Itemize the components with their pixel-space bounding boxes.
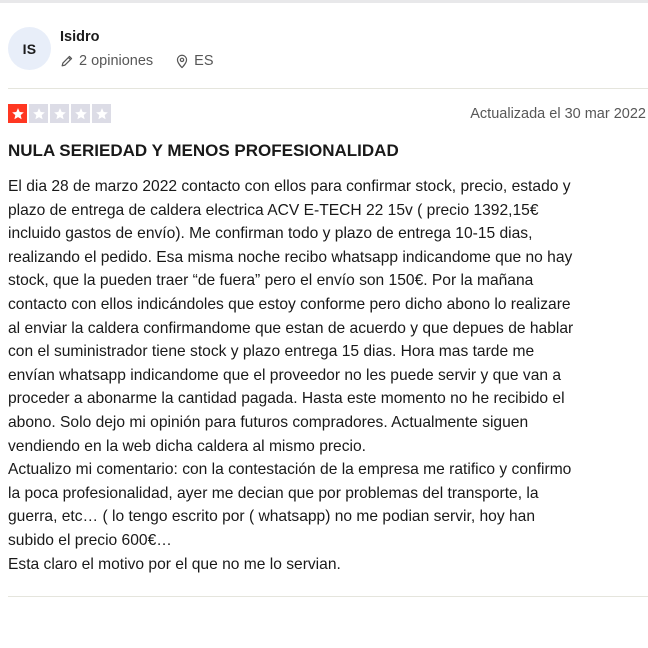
reviewer-country <box>175 53 213 69</box>
review-text-line: subido el precio 600€… <box>8 531 172 549</box>
country-label: ES <box>194 53 214 69</box>
review-date: Actualizada el 30 mar 2022 <box>470 106 646 122</box>
reviewer-meta <box>60 53 214 69</box>
review-text-line: vendiendo en la web dicha caldera al mismo precio. <box>8 437 366 455</box>
star-rating <box>8 104 113 123</box>
star-filled <box>8 104 27 123</box>
review-body <box>8 175 644 576</box>
review-text-line: plazo de entrega de caldera electrica ACV E-TECH 22 15v ( precio 1392,15€ <box>8 201 539 219</box>
review-text-line: la poca profesionalidad, ayer me decian que por problemas del transporte, la <box>8 484 539 502</box>
star-icon <box>74 107 88 121</box>
star-empty <box>71 104 90 123</box>
review-text-line: incluido gastos de envío). Me confirman todo y plazo de entrega 10-15 dias, <box>8 225 533 243</box>
star-icon <box>32 107 46 121</box>
review-text-line: stock, que la pueden traer “de fuera” pero el envío son 150€. Por la mañana <box>8 272 534 290</box>
star-empty <box>50 104 69 123</box>
header-divider <box>8 88 648 89</box>
reviewer-name[interactable]: Isidro <box>60 29 100 45</box>
top-border <box>0 0 648 3</box>
review-title[interactable]: NULA SERIEDAD Y MENOS PROFESIONALIDAD <box>8 141 399 160</box>
review-text-line: abono. Solo dejo mi opinión para futuros compradores. Actualmente siguen <box>8 413 529 431</box>
review-text-line: Actualizo mi comentario: con la contestación de la empresa me ratifico y confirmo <box>8 461 572 479</box>
reviews-count <box>60 53 153 69</box>
star-icon <box>11 107 25 121</box>
pencil-icon <box>60 54 74 68</box>
footer-divider <box>8 596 648 597</box>
reviews-count-label: 2 opiniones <box>79 53 154 69</box>
review-text-line: proceder a abonarme la cantidad pagada. Hasta este momento no he recibido el <box>8 390 565 408</box>
avatar[interactable]: IS <box>8 27 51 70</box>
review-text-line: contacto con ellos indicándoles que estoy conforme pero dicho abono lo realizare <box>8 295 571 313</box>
review-text-line: al enviar la caldera confirmandome que estan de acuerdo y que depues de hablar <box>8 319 574 337</box>
review-text-line: guerra, etc… ( lo tengo escrito por ( whatsapp) no me podian servir, hoy han <box>8 508 535 526</box>
review-text-line: con el suministrador tiene stock y plazo entrega 15 dias. Hora mas tarde me <box>8 343 535 361</box>
star-icon <box>95 107 109 121</box>
star-empty <box>92 104 111 123</box>
review-text-line: realizando el pedido. Esa misma noche recibo whatsapp indicandome que no hay <box>8 248 573 266</box>
location-pin-icon <box>175 54 189 69</box>
reviewer-header <box>8 27 648 71</box>
review-text-line: Esta claro el motivo por el que no me lo servian. <box>8 555 341 573</box>
star-icon <box>53 107 67 121</box>
review-text-line: El dia 28 de marzo 2022 contacto con ellos para confirmar stock, precio, estado y <box>8 178 571 195</box>
star-empty <box>29 104 48 123</box>
review-text-line: envían whatsapp indicandome que el proveedor no les puede servir y que van a <box>8 366 562 384</box>
